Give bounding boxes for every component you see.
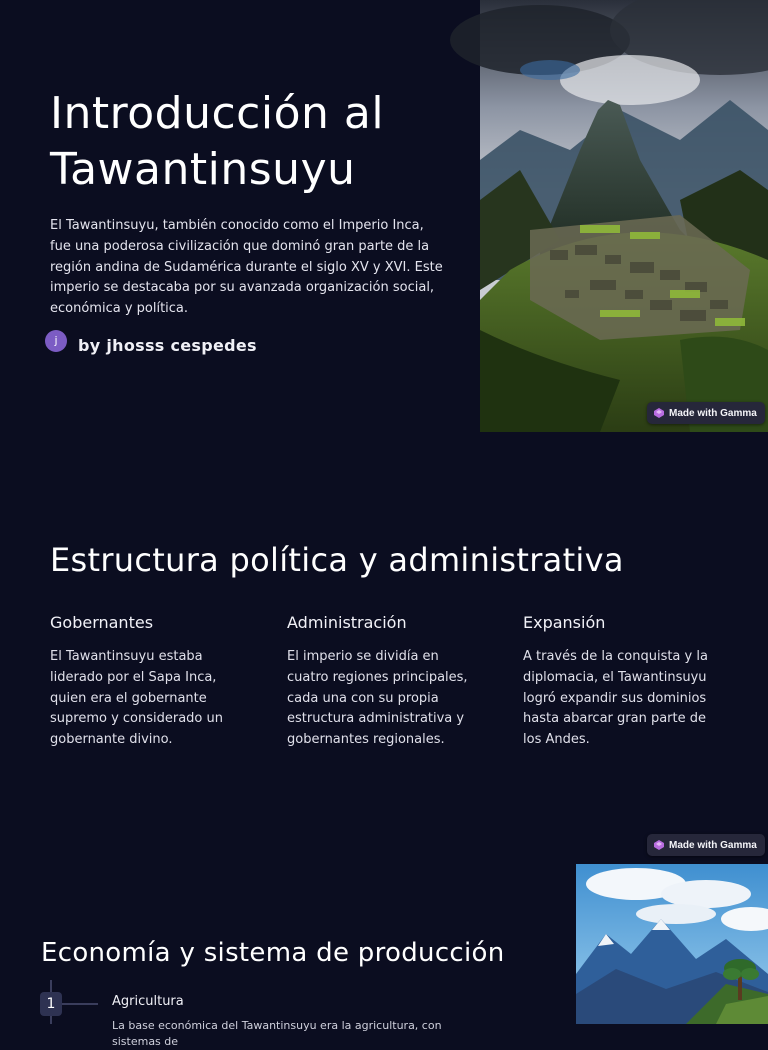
timeline-connector [62,1003,98,1005]
machu-picchu-image [480,0,768,432]
andes-landscape-image [576,864,768,1024]
made-with-gamma-badge[interactable] [647,834,765,856]
column-heading: Gobernantes [50,613,154,632]
column-administracion [287,612,477,751]
column-text: A través de la conquista y la diplomacia, el Tawantinsuyu logró expandir sus dominios hasta abarcar gran parte de los Andes. [523,649,708,748]
column-text: El Tawantinsuyu estaba liderado por el Sapa Inca, quien era el gobernante supremo y considerado un gobernante divino. [50,649,223,748]
slide3-title: Economía y sistema de producción [41,938,505,968]
column-expansion [523,612,713,751]
step-text: La base económica del Tawantinsuyu era la agricultura, con sistemas de [112,1019,442,1048]
column-heading: Expansión [523,613,606,632]
slide1-body: El Tawantinsuyu, también conocido como el Imperio Inca, fue una poderosa civilización que dominó gran parte de la región andina de Sudamérica durante el siglo XV y XVI. Este imperio se destacaba por su avanzada organización social, económica y política. [50,218,443,317]
slide2-title: Estructura política y administrativa [50,541,624,579]
author-row[interactable] [45,330,257,355]
slide-estructura [0,432,768,851]
made-with-gamma-badge[interactable] [647,402,765,424]
column-gobernantes [50,612,240,751]
column-text: El imperio se dividía en cuatro regiones principales, cada una con su propia estructura administrativa y gobernantes regionales. [287,649,468,748]
gamma-logo-icon [654,840,664,850]
slide-economia [0,864,768,1048]
gamma-logo-icon [654,408,664,418]
badge-label: Made with Gamma [669,407,757,419]
slide-introduccion [0,0,768,432]
badge-label: Made with Gamma [669,839,757,851]
step-title: Agricultura [112,994,184,1009]
step-number: 1 [40,992,62,1016]
slide1-title: Introducción al Tawantinsuyu [50,88,385,195]
author-name[interactable]: by jhosss cespedes [78,335,257,355]
avatar[interactable]: j [45,330,67,352]
column-heading: Administración [287,613,407,632]
